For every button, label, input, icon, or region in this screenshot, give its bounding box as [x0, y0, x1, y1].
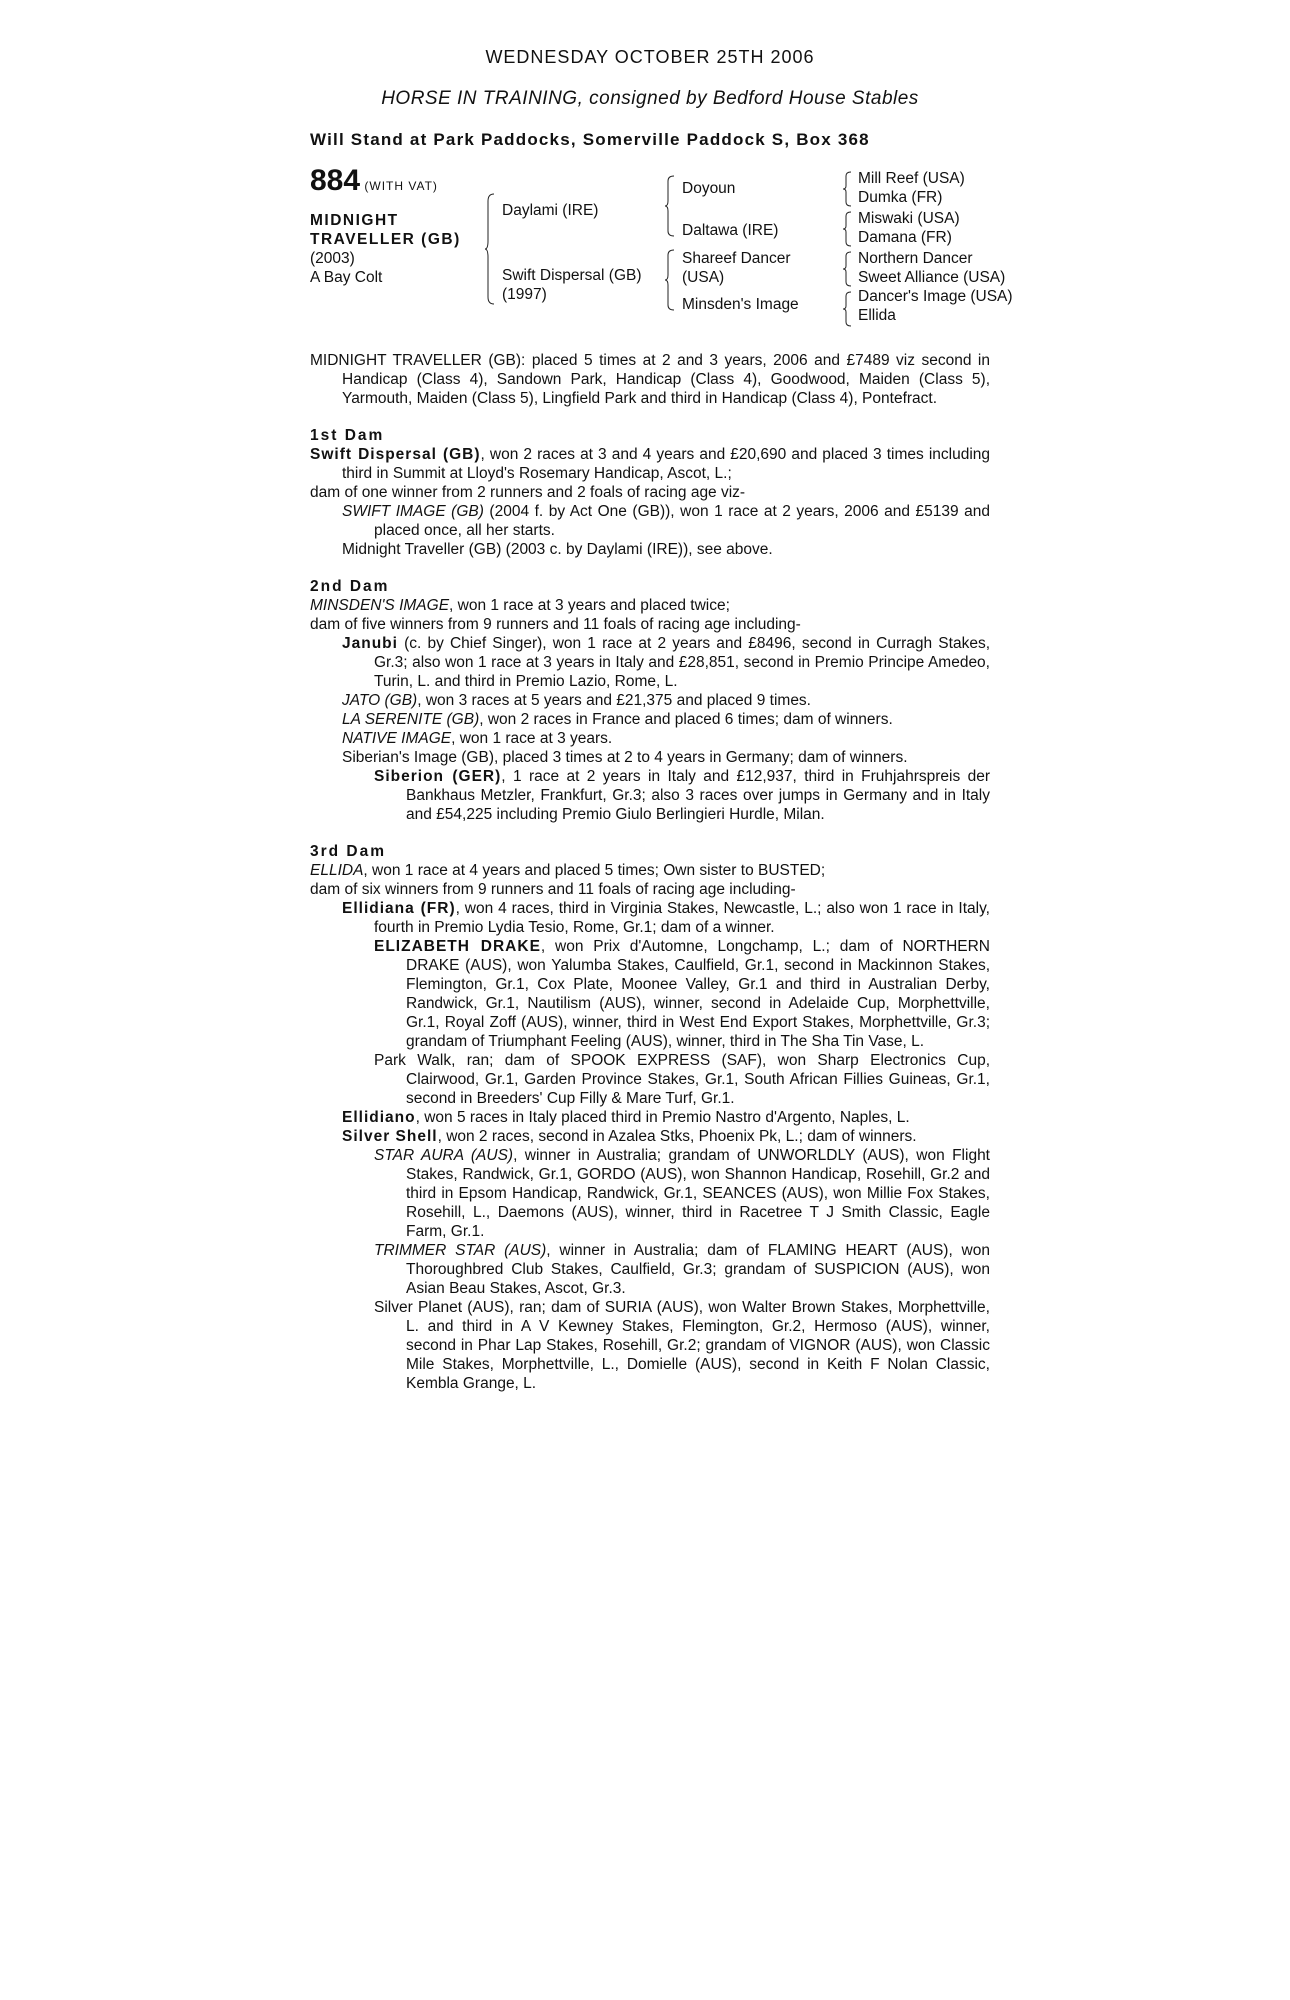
offspring-text: , won 4 races, third in Virginia Stakes, Newcastle, L.; also won 1 race in Italy, fourth in Premio Lydia Tesio, Rome, Gr.1; dam of a winner.	[374, 900, 990, 936]
lot-number-line	[310, 164, 438, 197]
pedigree-brace-dam	[664, 249, 676, 311]
second-dam-offspring-1	[310, 634, 990, 691]
dam-line2: (1997)	[502, 286, 547, 303]
offspring-text: , winner in Australia; dam of FLAMING HEART (AUS), won Thoroughbred Club Stakes, Caulfield, Gr.3; grandam of SUSPICION (AUS), won Asian Beau Stakes, Ascot, Gr.3.	[406, 1242, 990, 1297]
dam-dam: Minsden's Image	[682, 296, 799, 313]
dam-sire-sire: Northern Dancer	[858, 250, 973, 267]
third-dam-offspring-3	[310, 1127, 990, 1146]
third-dam-name: ELLIDA	[310, 862, 364, 879]
second-dam-grandoffspring-1	[310, 767, 990, 824]
pedigree-brace-main	[484, 193, 496, 305]
lot-number: 884	[310, 164, 361, 197]
lot-heading: HORSE IN TRAINING, consigned by Bedford House Stables	[381, 88, 919, 109]
second-dam-offspring-2	[310, 691, 990, 710]
second-dam-produce-intro: dam of five winners from 9 runners and 11 foals of racing age including-	[310, 616, 801, 633]
third-dam-title: 3rd Dam	[310, 843, 387, 860]
horse-name-line1: MIDNIGHT	[310, 212, 399, 229]
dam-dam-sire: Dancer's Image (USA)	[858, 288, 1013, 305]
offspring-text: , winner in Australia; grandam of UNWORLDLY (AUS), won Flight Stakes, Randwick, Gr.1, GORDO (AUS), won Shannon Handicap, Rosehill, Gr.2 and third in Epsom Handicap, Randwick, Gr.1, SEANCES (AUS), won Millie Fox Stakes, Rosehill, L., Daemons (AUS), winner, third in Racetree T J Smith Classic, Eagle Farm, Gr.1.	[406, 1147, 990, 1240]
offspring-name: JATO (GB)	[342, 692, 418, 709]
sire: Daylami (IRE)	[502, 202, 599, 219]
dam-dam-dam: Ellida	[858, 307, 896, 324]
first-dam-offspring-1	[310, 502, 990, 540]
offspring-name: ELIZABETH DRAKE	[374, 938, 541, 955]
offspring-text: , won Prix d'Automne, Longchamp, L.; dam of NORTHERN DRAKE (AUS), won Yalumba Stakes, Caulfield, Gr.1, second in Mackinnon Stakes, Flemington, Gr.1, Cox Plate, Moonee Valley, Gr.1 and third in Australian Derby, Randwick, Gr.1, Nautilism (AUS), winner, second in Adelaide Cup, Morphettville, Gr.1, Royal Zoff (AUS), winner, third in West End Export Stakes, Morphettville, Gr.3; grandam of Triumphant Feeling (AUS), winner, third in The Sha Tin Vase, L.	[406, 938, 991, 1050]
offspring-name: STAR AURA (AUS)	[374, 1147, 514, 1164]
second-dam-name: MINSDEN'S IMAGE	[310, 597, 450, 614]
foaling-year: (2003)	[310, 250, 355, 267]
first-dam-produce-intro: dam of one winner from 2 runners and 2 foals of racing age viz-	[310, 484, 746, 501]
third-dam-grandoffspring-1	[310, 937, 990, 1051]
offspring-name: NATIVE IMAGE	[342, 730, 452, 747]
first-dam-section	[310, 426, 990, 559]
offspring-text: , 1 race at 2 years in Italy and £12,937, third in Fruhjahrspreis der Bankhaus Metzler, Frankfurt, Gr.3; also 3 races over jumps in Germany and in Italy and £54,225 including Premio Giulo Berlingieri Hurdle, Milan.	[406, 768, 990, 823]
third-dam-grandoffspring-5: Silver Planet (AUS), ran; dam of SURIA (AUS), won Walter Brown Stakes, Morphettville, L. and third in A V Kewney Stakes, Flemington, Gr.2, Hermoso (AUS), winner, second in Phar Lap Stakes, Rosehill, Gr.2; grandam of VIGNOR (AUS), won Classic Mile Stakes, Morphettville, L., Domielle (AUS), second in Keith F Nolan Classic, Kembla Grange, L.	[374, 1299, 990, 1392]
dam-sire-line2: (USA)	[682, 269, 725, 286]
offspring-name: SWIFT IMAGE (GB)	[342, 503, 484, 520]
third-dam-offspring-2	[310, 1108, 990, 1127]
offspring-name: Silver Shell	[342, 1128, 438, 1145]
sale-date: WEDNESDAY OCTOBER 25TH 2006	[485, 47, 815, 67]
stand-location: Will Stand at Park Paddocks, Somerville Paddock S, Box 368	[310, 130, 870, 149]
sire-dam-dam: Damana (FR)	[858, 229, 952, 246]
offspring-text: , won 1 race at 3 years.	[451, 730, 613, 747]
catalogue-page	[310, 40, 1013, 1393]
pedigree-brace-g3-2	[842, 211, 852, 247]
first-dam-name: Swift Dispersal (GB)	[310, 446, 481, 463]
vat-note: (WITH VAT)	[364, 179, 438, 193]
first-dam-title: 1st Dam	[310, 427, 385, 444]
sire-dam: Daltawa (IRE)	[682, 222, 779, 239]
third-dam-section	[310, 842, 990, 1393]
offspring-name: Siberion (GER)	[374, 768, 502, 785]
dam-line1: Swift Dispersal (GB)	[502, 267, 642, 284]
offspring-text: (2004 f. by Act One (GB)), won 1 race at 2 years, 2006 and £5139 and placed once, all her starts.	[374, 503, 990, 539]
offspring-text: , won 2 races in France and placed 6 times; dam of winners.	[479, 711, 893, 728]
third-dam-grandoffspring-2: Park Walk, ran; dam of SPOOK EXPRESS (SAF), won Sharp Electronics Cup, Clairwood, Gr.1, Garden Province Stakes, Gr.1, South African Fillies Guineas, Gr.1, second in Breeders' Cup Filly & Mare Turf, Gr.1.	[374, 1052, 990, 1107]
offspring-text: , won 3 races at 5 years and £21,375 and placed 9 times.	[417, 692, 811, 709]
sire-sire: Doyoun	[682, 180, 736, 197]
offspring-text: , won 2 races, second in Azalea Stks, Phoenix Pk, L.; dam of winners.	[437, 1128, 917, 1145]
sire-dam-sire: Miswaki (USA)	[858, 210, 960, 227]
second-dam-record	[310, 596, 990, 615]
pedigree-brace-g3-1	[842, 171, 852, 207]
third-dam-produce-intro: dam of six winners from 9 runners and 11 foals of racing age including-	[310, 881, 796, 898]
pedigree-brace-g3-3	[842, 251, 852, 287]
second-dam-record-text: , won 1 race at 3 years and placed twice;	[449, 597, 730, 614]
second-dam-offspring-4	[310, 729, 990, 748]
third-dam-grandoffspring-3	[310, 1146, 990, 1241]
horse-description: A Bay Colt	[310, 269, 383, 286]
first-dam-record-text: , won 2 races at 3 and 4 years and £20,690 and placed 3 times including third in Summit at Lloyd's Rosemary Handicap, Ascot, L.;	[342, 446, 990, 482]
second-dam-title: 2nd Dam	[310, 578, 390, 595]
offspring-name: LA SERENITE (GB)	[342, 711, 480, 728]
dam-sire-dam: Sweet Alliance (USA)	[858, 269, 1006, 286]
third-dam-record-text: , won 1 race at 4 years and placed 5 times; Own sister to BUSTED;	[363, 862, 826, 879]
offspring-text: , won 5 races in Italy placed third in Premio Nastro d'Argento, Naples, L.	[415, 1109, 910, 1126]
first-dam-record	[310, 445, 990, 483]
second-dam-offspring-5: Siberian's Image (GB), placed 3 times at 2 to 4 years in Germany; dam of winners.	[342, 749, 908, 766]
dam-sire-line1: Shareef Dancer	[682, 250, 791, 267]
offspring-text: (c. by Chief Singer), won 1 race at 2 years and £8496, second in Curragh Stakes, Gr.3; also won 1 race at 3 years in Italy and £28,851, second in Premio Principe Amedeo, Turin, L. and third in Premio Lazio, Rome, L.	[374, 635, 990, 690]
offspring-name: Ellidiana (FR)	[342, 900, 456, 917]
sire-sire-dam: Dumka (FR)	[858, 189, 943, 206]
second-dam-section	[310, 577, 990, 824]
second-dam-offspring-3	[310, 710, 990, 729]
sire-sire-sire: Mill Reef (USA)	[858, 170, 965, 187]
offspring-name: Janubi	[342, 635, 398, 652]
pedigree-brace-sire	[664, 175, 676, 237]
offspring-name: Ellidiano	[342, 1109, 416, 1126]
race-summary: MIDNIGHT TRAVELLER (GB): placed 5 times at 2 and 3 years, 2006 and £7489 viz second in Handicap (Class 4), Sandown Park, Handicap (Class 4), Goodwood, Maiden (Class 5), Yarmouth, Maiden (Class 5), Lingfield Park and third in Handicap (Class 4), Pontefract.	[310, 352, 990, 407]
first-dam-offspring-2: Midnight Traveller (GB) (2003 c. by Daylami (IRE)), see above.	[342, 541, 773, 558]
third-dam-grandoffspring-4	[310, 1241, 990, 1298]
pedigree-brace-g3-4	[842, 291, 852, 327]
third-dam-offspring-1	[310, 899, 990, 937]
third-dam-record	[310, 861, 990, 880]
offspring-name: TRIMMER STAR (AUS)	[374, 1242, 547, 1259]
pedigree-table	[310, 164, 1013, 339]
horse-name-line2: TRAVELLER (GB)	[310, 231, 461, 248]
